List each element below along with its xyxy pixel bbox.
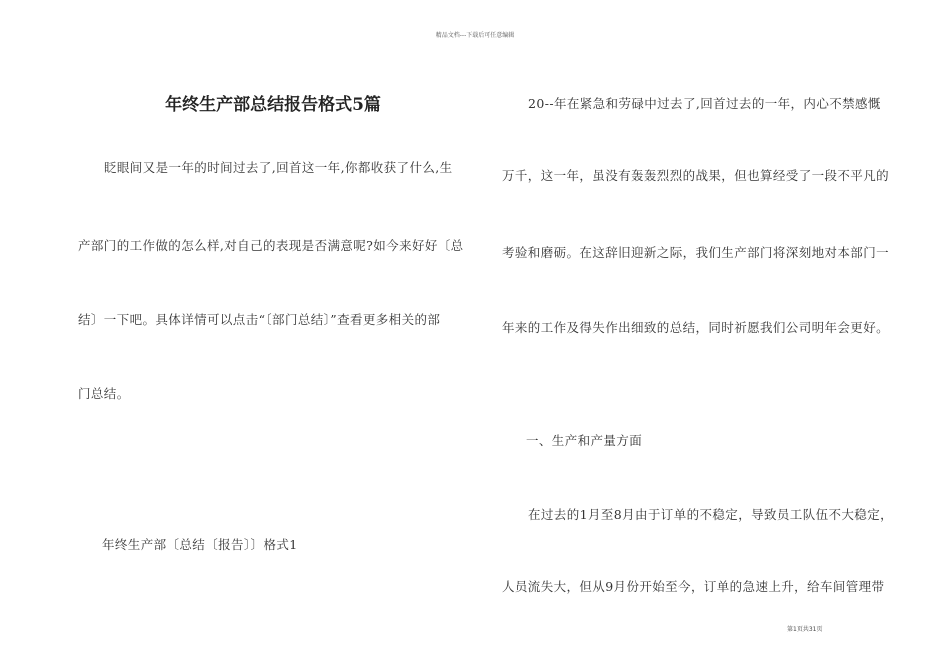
paragraph-line: 年来的工作及得失作出细致的总结，同时祈愿我们公司明年会更好。 (502, 320, 890, 335)
document-title: 年终生产部总结报告格式5篇 (165, 95, 381, 115)
paragraph-line: 门总结。 (78, 386, 130, 401)
paragraph-line: 万千，这一年，虽没有轰轰烈烈的战果，但也算经受了一段不平凡的 (502, 168, 890, 183)
paragraph-line: 考验和磨砺。在这辞旧迎新之际，我们生产部门将深刻地对本部门一 (502, 245, 890, 260)
paragraph-line: 产部门的工作做的怎么样,对自己的表现是否满意呢?如今来好好〔总 (78, 238, 464, 253)
subheading: 一、生产和产量方面 (526, 433, 643, 448)
section-heading: 年终生产部〔总结〔报告〕〕格式1 (102, 537, 298, 552)
paragraph-line: 在过去的1月至8月由于订单的不稳定，导致员工队伍不大稳定， (528, 507, 894, 522)
page-indicator: 第1页共31页 (787, 626, 823, 633)
header-note: 精品文档---下载后可任意编辑 (435, 32, 515, 39)
paragraph-line: 人员流失大，但从9月份开始至今，订单的急速上升，给车间管理带 (502, 579, 885, 594)
paragraph-line: 眨眼间又是一年的时间过去了,回首这一年,你都收获了什么,生 (104, 160, 453, 175)
paragraph-line: 20--年在紧急和劳碌中过去了,回首过去的一年，内心不禁感慨 (528, 96, 881, 111)
paragraph-line: 结〕一下吧。具体详情可以点击“〔部门总结〕”查看更多相关的部 (78, 312, 441, 327)
